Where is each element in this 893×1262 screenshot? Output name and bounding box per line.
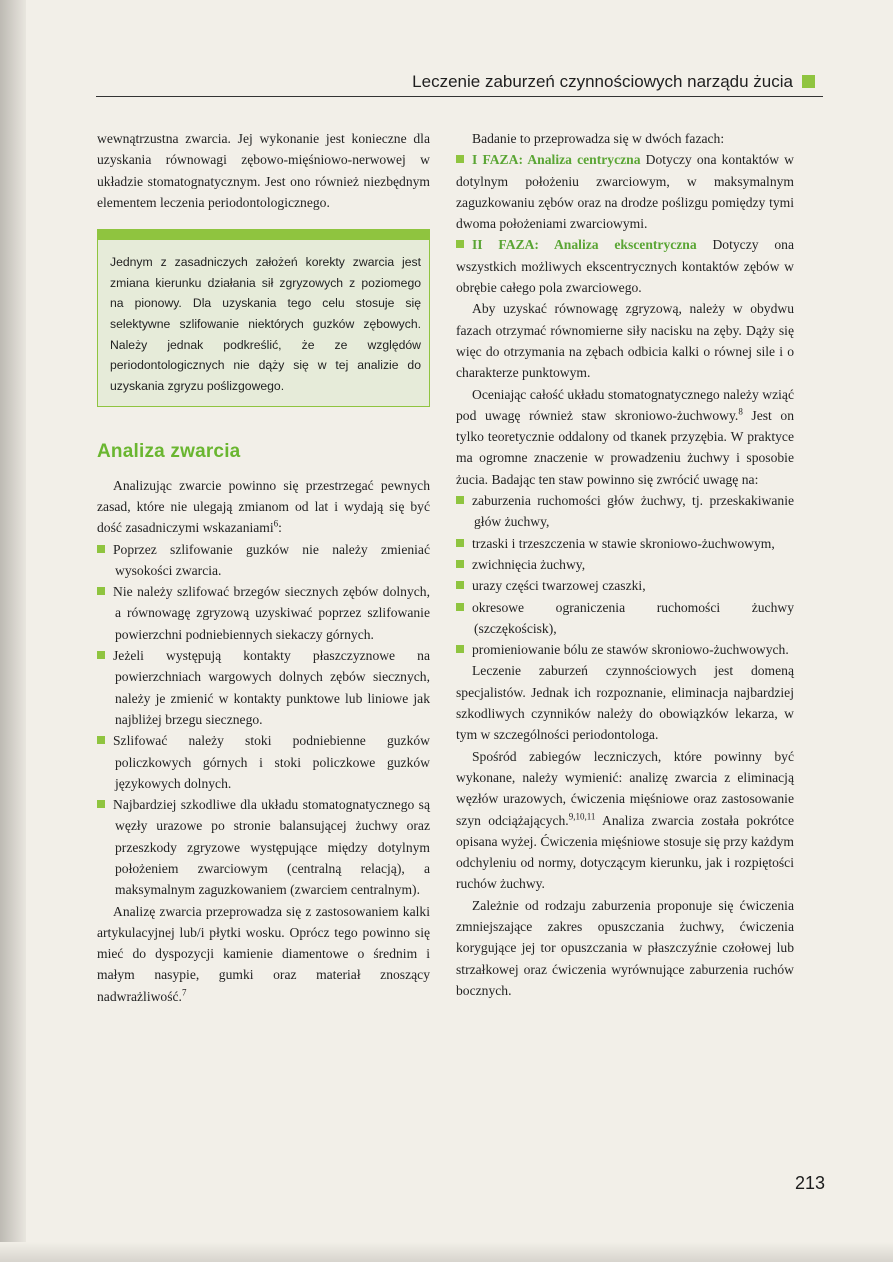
section-heading: Analiza zwarcia <box>97 441 241 463</box>
bullet-square-icon <box>97 587 105 595</box>
phase-1-paragraph <box>456 149 794 234</box>
footnote-ref: 7 <box>181 987 187 998</box>
right-column <box>456 128 794 1001</box>
bullet-square-icon <box>456 240 464 248</box>
right-bullet-text: zwichnięcia żuchwy, <box>472 556 586 572</box>
bullet-square-icon <box>456 539 464 547</box>
bullet-square-icon <box>456 645 464 653</box>
left-bullet-text: Najbardziej szkodliwe dla układu stomatognatycznego są węzły urazowe po stronie balansującej żuchwy oraz przeszkody zgryzowe występujące między dotylnym położeniem zwarciowym (centralną relacją), a maksymalnym zaguzkowaniem (zwarciem centralnym). <box>113 797 430 898</box>
left-bullet-text: Poprzez szlifowanie guzków nie należy zmieniać wysokości zwarcia. <box>113 541 430 578</box>
right-bullet-item <box>456 575 794 596</box>
left-paragraph-2-text: Analizę zwarcia przeprowadza się z zastosowaniem kalki artykulacyjnej lub/i płytki wosku. Oprócz tego powinno się mieć do dyspozycji kamienie diamentowe o średnim i małym nasypie, gumki oraz materiał znoszący nadwrażliwość. <box>97 903 430 1004</box>
right-bullet-item <box>456 533 794 554</box>
right-paragraph-2 <box>456 384 794 490</box>
highlight-box <box>97 229 430 407</box>
right-paragraph-5: Zależnie od rodzaju zaburzenia proponuje się ćwiczenia zmniejszające zakres opuszczania żuchwy, ćwiczenia korygujące jej tor opuszczania w płaszczyźnie czołowej lub strzałkowej oraz ćwiczenia wyrównujące zaburzenia ruchów bocznych. <box>456 897 794 998</box>
footnote-ref: 9,10,11 <box>568 810 596 821</box>
bullet-square-icon <box>97 800 105 808</box>
left-bullet-text: Szlifować należy stoki podniebienne guzków policzkowych górnych i stoki policzkowe guzków językowych dolnych. <box>113 733 430 791</box>
bullet-square-icon <box>97 736 105 744</box>
left-paragraph-1-end: : <box>278 520 282 536</box>
right-bullet-text: zaburzenia ruchomości głów żuchwy, tj. przeskakiwanie głów żuchwy, <box>472 493 794 530</box>
right-bullet-item <box>456 639 794 660</box>
bullet-square-icon <box>456 603 464 611</box>
bullet-square-icon <box>456 581 464 589</box>
left-paragraph-1 <box>97 475 430 539</box>
right-paragraph-3: Leczenie zaburzeń czynnościowych jest domeną specjalistów. Jednak ich rozpoznanie, eliminacja najbardziej szkodliwych czynników należy do obowiązków lekarza, w tym w szczególności periodontologa. <box>456 663 794 743</box>
left-column <box>97 128 430 1007</box>
bullet-square-icon <box>456 560 464 568</box>
phase-2-label: II FAZA: Analiza ekscentryczna <box>472 237 697 253</box>
page-number: 213 <box>795 1173 826 1193</box>
phase-1-text: Dotyczy ona kontaktów w dotylnym położeniu zwarciowym, w maksymalnym zaguzkowaniu zębów oraz na drodze poślizgu pomiędzy tymi dwoma położeniami zwarciowymi. <box>456 152 794 232</box>
left-bullet-text: Jeżeli występują kontakty płaszczyznowe na powierzchniach wargowych dolnych zębów siecznych, należy je zmienić w kontakty punktowe lub liniowe jak najbliżej brzegu siecznego. <box>113 648 430 727</box>
right-paragraph-2b: Jest on tylko teoretycznie oddalony od tkanek przyzębia. W praktyce ma ogromne znaczenie w prowadzeniu żuchwy i sposobie żucia. Badając ten staw powinno się zwrócić uwagę na: <box>456 407 794 487</box>
right-bullet-text: promieniowanie bólu ze stawów skroniowo-żuchwowych. <box>472 642 789 658</box>
bullet-square-icon <box>97 651 105 659</box>
left-bullet-item <box>97 645 430 730</box>
left-intro-paragraph: wewnątrzustna zwarcia. Jej wykonanie jest konieczne dla uzyskania równowagi zębowo-mięśniowo-nerwowej w układzie stomatognatycznym. Jest ono również niezbędnym elementem leczenia periodontologicznego. <box>97 131 430 210</box>
page-gutter-shadow <box>0 0 26 1262</box>
right-paragraph-1: Aby uzyskać równowagę zgryzową, należy w obydwu fazach otrzymać równomierne siły nacisku na zęby. Dąży się więc do otrzymania na zębach odbicia kalki o równej sile i o charakterze punktowym. <box>456 301 794 381</box>
left-bullet-item <box>97 539 430 582</box>
bullet-square-icon <box>456 496 464 504</box>
left-bullet-item <box>97 730 430 794</box>
left-bullet-item <box>97 794 430 900</box>
right-paragraph-4a: Spośród zabiegów leczniczych, które powinny być wykonane, należy wymienić: analizę zwarcia z eliminacją węzłów urazowych, ćwiczenia mięśniowe oraz zastosowanie szyn odciążających. <box>456 748 794 828</box>
right-bullet-text: urazy części twarzowej czaszki, <box>472 578 646 594</box>
right-bullet-item <box>456 490 794 533</box>
left-paragraph-1-text: Analizując zwarcie powinno się przestrzegać pewnych zasad, które nie ulegają zmianom od lat i wydają się być dość zasadniczymi wskazaniami <box>97 477 430 536</box>
right-bullet-item <box>456 554 794 575</box>
footnote-ref: 8 <box>738 406 743 417</box>
left-bullet-text: Nie należy szlifować brzegów siecznych zębów dolnych, a równowagę zgryzową uzyskiwać poprzez szlifowanie powierzchni podniebiennych siekaczy górnych. <box>113 584 430 642</box>
right-bullet-text: trzaski i trzeszczenia w stawie skroniowo-żuchwowym, <box>472 535 775 551</box>
phase-2-paragraph <box>456 234 794 298</box>
highlight-box-text: Jednym z zasadniczych założeń korekty zwarcia jest zmiana kierunku działania sił zgryzowych z poziomego na pionowy. Dla uzyskania tego celu stosuje się selektywne szlifowanie niektórych guzków zębowych. Należy jednak podkreślić, że ze względów periodontologicznych nie dąży się w tej analizie do uzyskania zgryzu poślizgowego. <box>110 255 421 393</box>
bullet-square-icon <box>97 545 105 553</box>
right-paragraph-4 <box>456 746 794 895</box>
running-header <box>96 70 823 97</box>
left-paragraph-2 <box>97 901 430 1007</box>
header-title: Leczenie zaburzeń czynnościowych narządu żucia <box>412 72 793 91</box>
bullet-square-icon <box>456 155 464 163</box>
highlight-box-bar <box>98 230 429 240</box>
phase-1-label: I FAZA: Analiza centryczna <box>472 152 641 168</box>
left-bullet-item <box>97 581 430 645</box>
page-bottom-edge <box>0 1242 893 1262</box>
phase-2-text: Dotyczy ona wszystkich możliwych ekscentrycznych kontaktów zębów w obrębie całego pola zwarciowego. <box>456 237 794 296</box>
footnote-ref: 6 <box>273 518 279 529</box>
right-paragraph-2a: Oceniając całość układu stomatognatycznego należy wziąć pod uwagę również staw skroniowo-żuchwowy. <box>456 386 794 423</box>
right-bullet-item <box>456 597 794 640</box>
right-intro-paragraph: Badanie to przeprowadza się w dwóch fazach: <box>472 131 725 146</box>
header-green-square <box>802 75 815 88</box>
right-paragraph-4b: Analiza zwarcia została pokrótce opisana wyżej. Ćwiczenia mięśniowe stosuje się przy każdym odchyleniu od normy, dotyczącym kierunku, jak i rozpiętości ruchów żuchwy. <box>456 812 794 892</box>
right-bullet-text: okresowe ograniczenia ruchomości żuchwy (szczękościsk), <box>472 599 794 636</box>
